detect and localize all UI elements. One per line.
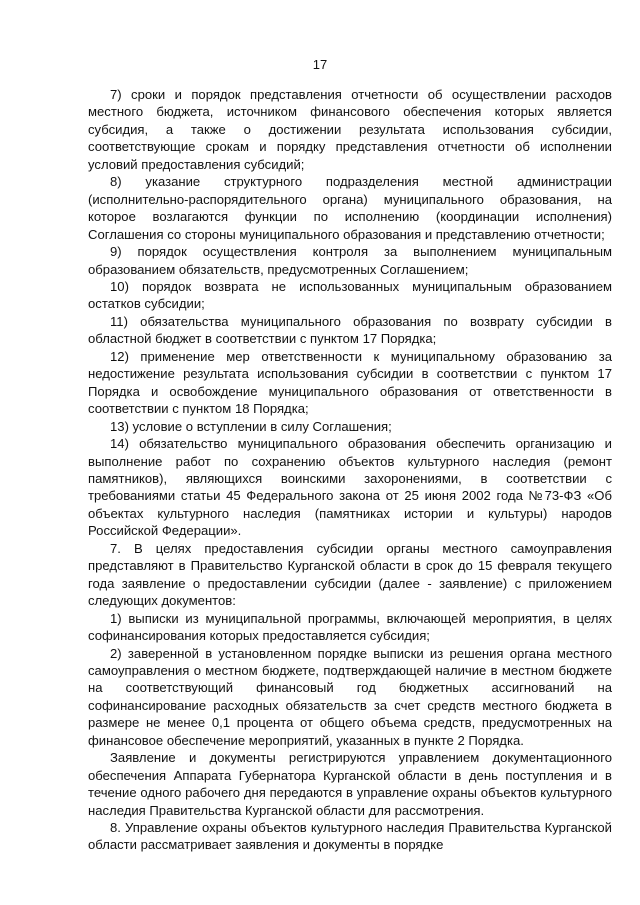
document-body [88, 86, 612, 854]
paragraph-item-7: 7) сроки и порядок представления отчетности об осуществлении расходов местного бюджета, источником финансового обеспечения которых является субсидия, а также о достижении результата использования субсидии, соответствующие срокам и порядку представления отчетности об исполнении условий предоставления субсидий; [88, 87, 612, 172]
paragraph-doc-2: 2) заверенной в установленном порядке выписки из решения органа местного самоуправления о местном бюджете, подтверждающей наличие в местном бюджете на соответствующий финансовый год бюджетных ассигнований на софинансирование расходных обязательств за счет средств местного бюджета в размере не менее 0,1 процента от общего объема средств, предусмотренных на финансовое обеспечение мероприятий, указанных в пункте 2 Порядка. [88, 645, 612, 748]
paragraph-item-13: 13) условие о вступлении в силу Соглашения; [110, 418, 392, 434]
paragraph-clause-7: 7. В целях предоставления субсидии органы местного самоуправления представляют в Правительство Курганской области в срок до 15 февраля текущего года заявление о предоставлении субсидии (далее - заявление) с приложением следующих документов: [88, 540, 612, 609]
paragraph-item-9: 9) порядок осуществления контроля за выполнением муниципальным образованием обязательств, предусмотренных Соглашением; [88, 244, 612, 277]
paragraph-item-8: 8) указание структурного подразделения местной администрации (исполнительно-распорядительного органа) муниципального образования, на которое возлагаются функции по исполнению (координации исполнения) Соглашения со стороны муниципального образования и представлению отчетности; [88, 174, 612, 242]
paragraph-item-12: 12) применение мер ответственности к муниципальному образованию за недостижение результата использования субсидии в соответствии с пунктом 17 Порядка и освобождение муниципального образования от ответственности в соответствии с пунктом 18 Порядка; [88, 348, 612, 417]
paragraph-item-14: 14) обязательство муниципального образования обеспечить организацию и выполнение работ по сохранению объектов культурного наследия (ремонт памятников), являющихся воинскими захоронениями, в соответствии с требованиями статьи 45 Федерального закона от 25 июня 2002 года №73-ФЗ «Об объектах культурного наследия (памятниках истории и культуры) народов Российской Федерации». [88, 436, 612, 539]
page-number: 17 [312, 57, 328, 72]
paragraph-clause-8: 8. Управление охраны объектов культурного наследия Правительства Курганской области рассматривает заявления и документы в порядке [88, 820, 612, 853]
paragraph-item-11: 11) обязательства муниципального образования по возврату субсидии в областной бюджет в соответствии с пунктом 17 Порядка; [88, 313, 612, 347]
paragraph-item-10: 10) порядок возврата не использованных муниципальным образованием остатков субсидии; [88, 278, 612, 312]
paragraph-registration: Заявление и документы регистрируются управлением документационного обеспечения Аппарата Губернатора Курганской области в день поступления и в течение одного рабочего дня передаются в управление охраны объектов культурного наследия Правительства Курганской области для рассмотрения. [88, 750, 612, 818]
paragraph-doc-1: 1) выписки из муниципальной программы, включающей мероприятия, в целях софинансирования которых предоставляется субсидия; [88, 610, 612, 644]
